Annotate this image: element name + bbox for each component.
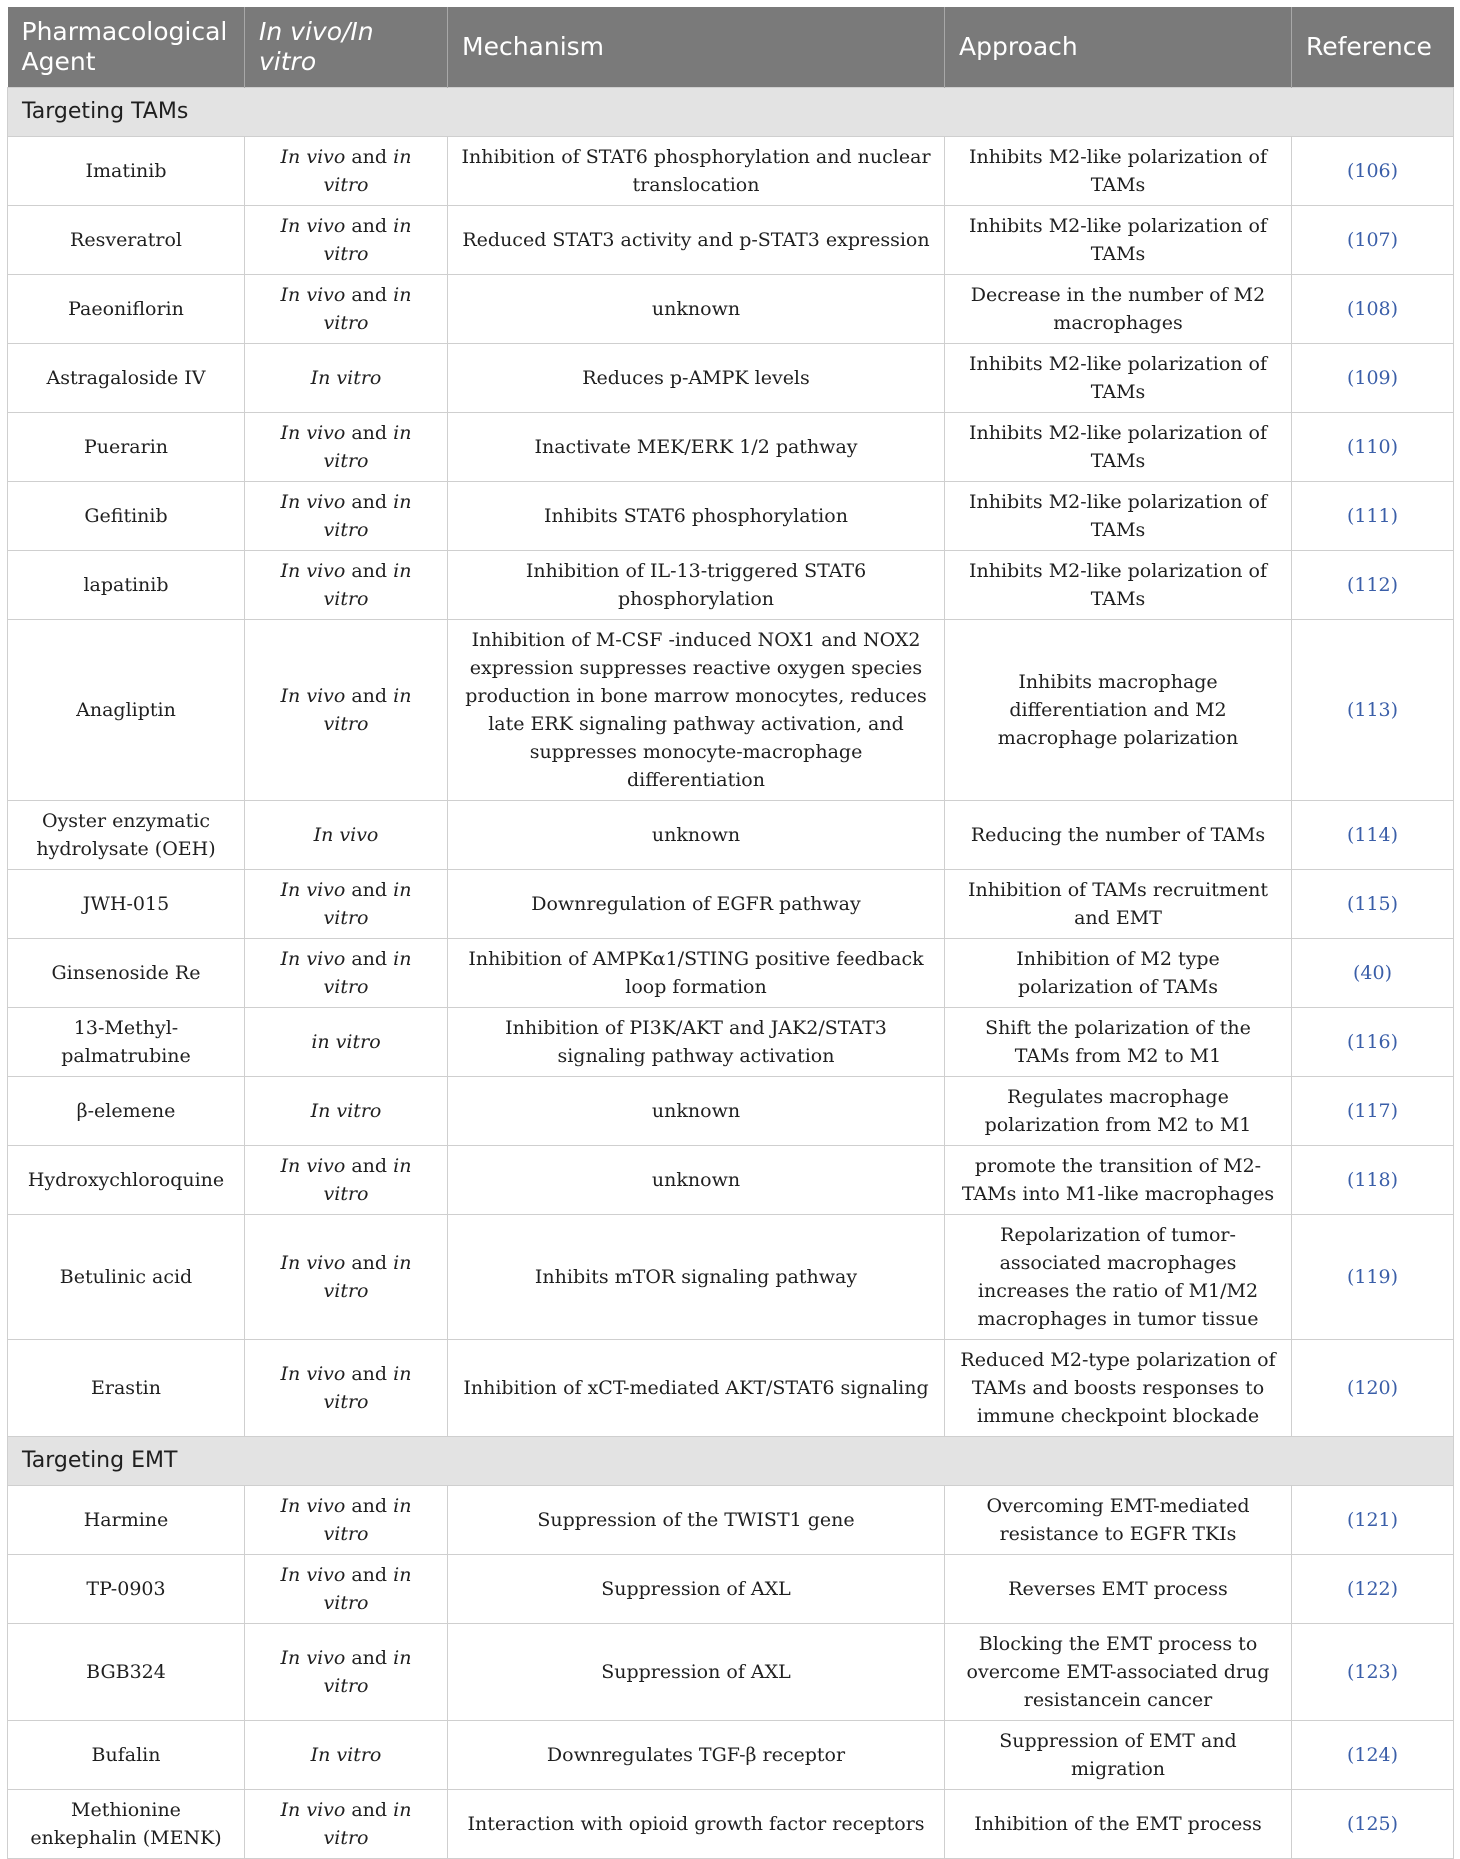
study-type-conjunction: and [345, 1495, 394, 1517]
study-type-conjunction: and [345, 215, 394, 237]
invivo-cell [245, 939, 448, 1008]
study-type-conjunction: and [345, 685, 394, 707]
agent-cell [8, 1077, 245, 1146]
approach-cell-text: Reduced M2-type polarization of TAMs and boosts responses to immune checkpoint blockade [960, 1349, 1276, 1427]
header-invivo: In vivo/In vitro [245, 7, 448, 88]
study-type-conjunction: and [345, 1799, 394, 1821]
approach-cell [945, 620, 1292, 801]
agent-cell [8, 551, 245, 620]
study-type-conjunction: and [345, 1564, 394, 1586]
study-type-text: in vitro [323, 879, 412, 929]
study-type-text: in vitro [323, 1799, 412, 1849]
agent-cell [8, 344, 245, 413]
study-type-conjunction: and [345, 422, 394, 444]
study-type-conjunction: and [345, 879, 394, 901]
approach-cell-text: Repolarization of tumor-associated macrophages increases the ratio of M1/M2 macrophages in tumor tissue [977, 1224, 1259, 1330]
reference-cell[interactable] [1292, 482, 1454, 551]
invivo-cell [245, 1486, 448, 1555]
study-type-text: In vivo [280, 1363, 346, 1385]
study-type-conjunction: and [345, 1647, 394, 1669]
table-row [8, 1555, 1454, 1624]
study-type-text: in vitro [323, 284, 412, 334]
agent-cell-text: Harmine [83, 1509, 169, 1531]
study-type-text: In vivo [280, 422, 346, 444]
study-type-text: In vivo [313, 824, 379, 846]
approach-cell-text: promote the transition of M2-TAMs into M1-like macrophages [961, 1155, 1275, 1205]
study-type-text: in vitro [323, 1564, 412, 1614]
mechanism-cell-text: Suppression of the TWIST1 gene [537, 1509, 855, 1531]
reference-cell[interactable] [1292, 1486, 1454, 1555]
agent-cell-text: Puerarin [83, 436, 169, 458]
reference-cell[interactable] [1292, 1008, 1454, 1077]
table-row [8, 275, 1454, 344]
agent-cell-text: Astragaloside IV [46, 367, 206, 389]
reference-link[interactable]: (107) [1346, 229, 1399, 251]
approach-cell-text: Inhibition of the EMT process [974, 1813, 1262, 1835]
reference-cell[interactable] [1292, 1555, 1454, 1624]
mechanism-cell [448, 1008, 945, 1077]
table-row [8, 1077, 1454, 1146]
mechanism-cell [448, 620, 945, 801]
approach-cell [945, 1340, 1292, 1437]
study-type-text: In vivo [280, 284, 346, 306]
invivo-cell [245, 1215, 448, 1340]
approach-cell-text: Inhibits M2-like polarization of TAMs [968, 215, 1268, 265]
agent-cell-text: β-elemene [76, 1100, 176, 1122]
study-type-conjunction: and [345, 1363, 394, 1385]
study-type-text: In vivo [280, 146, 346, 168]
table-row [8, 939, 1454, 1008]
reference-link[interactable]: (114) [1346, 824, 1399, 846]
mechanism-cell-text: Inhibition of STAT6 phosphorylation and nuclear translocation [461, 146, 931, 196]
reference-cell[interactable] [1292, 620, 1454, 801]
study-type-conjunction: and [345, 1252, 394, 1274]
mechanism-cell [448, 275, 945, 344]
reference-cell[interactable] [1292, 275, 1454, 344]
agent-cell-text: JWH-015 [82, 893, 170, 915]
approach-cell [945, 1555, 1292, 1624]
invivo-cell [245, 870, 448, 939]
agent-cell-text: Methionine enkephalin (MENK) [30, 1799, 222, 1849]
agent-cell [8, 137, 245, 206]
approach-cell [945, 870, 1292, 939]
invivo-cell [245, 275, 448, 344]
study-type-text: In vivo [280, 1799, 346, 1821]
study-type-text: In vitro [310, 367, 382, 389]
invivo-cell [245, 1721, 448, 1790]
agent-cell [8, 1008, 245, 1077]
approach-cell-text: Decrease in the number of M2 macrophages [970, 284, 1266, 334]
agent-cell [8, 939, 245, 1008]
mechanism-cell [448, 482, 945, 551]
section-title: Targeting EMT [8, 1437, 1454, 1486]
mechanism-cell [448, 551, 945, 620]
approach-cell-text: Inhibits M2-like polarization of TAMs [968, 491, 1268, 541]
header-reference: Reference [1292, 7, 1454, 88]
approach-cell [945, 1008, 1292, 1077]
study-type-conjunction: and [345, 948, 394, 970]
invivo-cell [245, 1077, 448, 1146]
study-type-text: In vivo [280, 948, 346, 970]
drug-table [7, 7, 1454, 1859]
reference-cell[interactable] [1292, 1146, 1454, 1215]
approach-cell-text: Inhibition of M2 type polarization of TAMs [1016, 948, 1220, 998]
section-row [8, 1437, 1454, 1486]
agent-cell-text: Anagliptin [76, 699, 176, 721]
header-approach: Approach [945, 7, 1292, 88]
study-type-text: in vitro [323, 1363, 412, 1413]
reference-cell[interactable] [1292, 1077, 1454, 1146]
approach-cell-text: Blocking the EMT process to overcome EMT-associated drug resistancein cancer [966, 1633, 1270, 1711]
mechanism-cell-text: Downregulation of EGFR pathway [531, 893, 861, 915]
mechanism-cell-text: Interaction with opioid growth factor receptors [467, 1813, 925, 1835]
mechanism-cell [448, 1624, 945, 1721]
reference-link[interactable]: (120) [1346, 1377, 1399, 1399]
agent-cell [8, 1146, 245, 1215]
study-type-text: in vitro [323, 685, 412, 735]
agent-cell [8, 1555, 245, 1624]
mechanism-cell-text: unknown [651, 298, 741, 320]
approach-cell [945, 482, 1292, 551]
agent-cell-text: Bufalin [91, 1744, 161, 1766]
mechanism-cell-text: Inhibits STAT6 phosphorylation [544, 505, 848, 527]
approach-cell [945, 1790, 1292, 1859]
agent-cell [8, 801, 245, 870]
agent-cell-text: Resveratrol [70, 229, 182, 251]
reference-link[interactable]: (106) [1346, 160, 1399, 182]
table-row [8, 413, 1454, 482]
study-type-text: in vitro [323, 1252, 412, 1302]
mechanism-cell-text: unknown [651, 824, 741, 846]
agent-cell [8, 870, 245, 939]
agent-cell [8, 1340, 245, 1437]
table-row [8, 801, 1454, 870]
approach-cell-text: Inhibits M2-like polarization of TAMs [968, 146, 1268, 196]
agent-cell-text: Imatinib [85, 160, 167, 182]
section-row [8, 88, 1454, 137]
study-type-text: In vivo [280, 1252, 346, 1274]
table-row [8, 870, 1454, 939]
study-type-text: in vitro [323, 560, 412, 610]
approach-cell-text: Inhibits macrophage differentiation and M2 macrophage polarization [997, 671, 1239, 749]
invivo-cell [245, 620, 448, 801]
table-row [8, 1008, 1454, 1077]
approach-cell [945, 1215, 1292, 1340]
invivo-cell [245, 344, 448, 413]
table-row [8, 344, 1454, 413]
agent-cell [8, 1790, 245, 1859]
mechanism-cell [448, 939, 945, 1008]
study-type-text: In vivo [280, 1495, 346, 1517]
mechanism-cell [448, 413, 945, 482]
reference-cell[interactable] [1292, 1624, 1454, 1721]
approach-cell-text: Suppression of EMT and migration [999, 1730, 1237, 1780]
approach-cell [945, 1624, 1292, 1721]
mechanism-cell [448, 1555, 945, 1624]
header-row [8, 7, 1454, 88]
approach-cell-text: Inhibits M2-like polarization of TAMs [968, 422, 1268, 472]
invivo-cell [245, 1008, 448, 1077]
study-type-text: In vivo [280, 879, 346, 901]
table-row [8, 1340, 1454, 1437]
reference-link[interactable]: (112) [1346, 574, 1399, 596]
table-row [8, 206, 1454, 275]
study-type-conjunction: and [345, 560, 394, 582]
agent-cell [8, 413, 245, 482]
agent-cell-text: Gefitinib [84, 505, 168, 527]
invivo-cell [245, 482, 448, 551]
invivo-cell [245, 413, 448, 482]
agent-cell-text: Oyster enzymatic hydrolysate (OEH) [36, 810, 216, 860]
table-row [8, 1790, 1454, 1859]
study-type-text: In vivo [280, 1155, 346, 1177]
header-mechanism: Mechanism [448, 7, 945, 88]
invivo-cell [245, 1624, 448, 1721]
approach-cell [945, 1721, 1292, 1790]
mechanism-cell-text: unknown [651, 1169, 741, 1191]
approach-cell [945, 1077, 1292, 1146]
approach-cell [945, 344, 1292, 413]
reference-cell[interactable] [1292, 413, 1454, 482]
invivo-cell [245, 206, 448, 275]
reference-cell[interactable] [1292, 939, 1454, 1008]
reference-link[interactable]: (118) [1346, 1169, 1399, 1191]
reference-link[interactable]: (109) [1346, 367, 1399, 389]
study-type-text: in vitro [323, 1495, 412, 1545]
reference-link[interactable]: (117) [1346, 1100, 1399, 1122]
study-type-text: in vitro [323, 1647, 412, 1697]
agent-cell [8, 1624, 245, 1721]
table-row [8, 1624, 1454, 1721]
reference-link[interactable]: (40) [1352, 962, 1392, 984]
study-type-text: In vivo [280, 1564, 346, 1586]
approach-cell [945, 413, 1292, 482]
agent-cell [8, 620, 245, 801]
invivo-cell [245, 801, 448, 870]
mechanism-cell [448, 206, 945, 275]
invivo-cell [245, 1555, 448, 1624]
reference-link[interactable]: (110) [1346, 436, 1399, 458]
mechanism-cell-text: Reduced STAT3 activity and p-STAT3 expression [462, 229, 930, 251]
reference-link[interactable]: (125) [1346, 1813, 1399, 1835]
invivo-cell [245, 1146, 448, 1215]
mechanism-cell [448, 1146, 945, 1215]
mechanism-cell [448, 1340, 945, 1437]
mechanism-cell [448, 344, 945, 413]
study-type-text: in vitro [311, 1031, 381, 1053]
reference-link[interactable]: (121) [1346, 1509, 1399, 1531]
table-row [8, 482, 1454, 551]
reference-link[interactable]: (108) [1346, 298, 1399, 320]
reference-cell[interactable] [1292, 870, 1454, 939]
study-type-conjunction: and [345, 146, 394, 168]
approach-cell [945, 1146, 1292, 1215]
approach-cell-text: Overcoming EMT-mediated resistance to EGFR TKIs [986, 1495, 1250, 1545]
reference-cell[interactable] [1292, 344, 1454, 413]
invivo-cell [245, 137, 448, 206]
study-type-text: in vitro [323, 1155, 412, 1205]
study-type-conjunction: and [345, 491, 394, 513]
approach-cell-text: Regulates macrophage polarization from M2 to M1 [984, 1086, 1252, 1136]
mechanism-cell [448, 1790, 945, 1859]
mechanism-cell [448, 1215, 945, 1340]
table-row [8, 1486, 1454, 1555]
approach-cell-text: Reverses EMT process [1008, 1578, 1228, 1600]
approach-cell [945, 551, 1292, 620]
reference-link[interactable]: (111) [1346, 505, 1399, 527]
mechanism-cell-text: Downregulates TGF-β receptor [546, 1744, 846, 1766]
mechanism-cell-text: Inhibits mTOR signaling pathway [534, 1266, 858, 1288]
approach-cell-text: Inhibits M2-like polarization of TAMs [968, 353, 1268, 403]
reference-cell[interactable] [1292, 1340, 1454, 1437]
mechanism-cell-text: Suppression of AXL [601, 1578, 791, 1600]
mechanism-cell [448, 1077, 945, 1146]
study-type-text: In vitro [310, 1100, 382, 1122]
invivo-cell [245, 1340, 448, 1437]
table-row [8, 1721, 1454, 1790]
study-type-text: in vitro [323, 491, 412, 541]
reference-link[interactable]: (113) [1346, 699, 1399, 721]
table-row [8, 1146, 1454, 1215]
reference-cell[interactable] [1292, 551, 1454, 620]
study-type-text: In vivo [280, 491, 346, 513]
approach-cell-text: Reducing the number of TAMs [970, 824, 1266, 846]
reference-cell[interactable] [1292, 801, 1454, 870]
reference-cell[interactable] [1292, 1721, 1454, 1790]
mechanism-cell [448, 870, 945, 939]
approach-cell [945, 275, 1292, 344]
agent-cell-text: Paeoniflorin [68, 298, 184, 320]
agent-cell-text: BGB324 [86, 1661, 166, 1683]
agent-cell-text: 13-Methyl-palmatrubine [61, 1017, 191, 1067]
reference-link[interactable]: (124) [1346, 1744, 1399, 1766]
reference-link[interactable]: (122) [1346, 1578, 1399, 1600]
study-type-text: in vitro [323, 146, 412, 196]
approach-cell-text: Inhibition of TAMs recruitment and EMT [968, 879, 1268, 929]
reference-link[interactable]: (123) [1346, 1661, 1399, 1683]
reference-link[interactable]: (119) [1346, 1266, 1399, 1288]
agent-cell-text: Erastin [91, 1377, 161, 1399]
agent-cell [8, 482, 245, 551]
study-type-text: in vitro [323, 215, 412, 265]
header-agent: Pharmacological Agent [8, 7, 245, 88]
reference-cell[interactable] [1292, 1790, 1454, 1859]
mechanism-cell-text: unknown [651, 1100, 741, 1122]
mechanism-cell-text: Inhibition of PI3K/AKT and JAK2/STAT3 signaling pathway activation [505, 1017, 887, 1067]
agent-cell [8, 206, 245, 275]
study-type-text: In vivo [280, 1647, 346, 1669]
agent-cell [8, 275, 245, 344]
study-type-text: In vivo [280, 685, 346, 707]
table-body [8, 88, 1454, 1859]
approach-cell [945, 206, 1292, 275]
approach-cell [945, 939, 1292, 1008]
approach-cell [945, 1486, 1292, 1555]
study-type-text: In vivo [280, 560, 346, 582]
agent-cell [8, 1486, 245, 1555]
invivo-cell [245, 551, 448, 620]
study-type-text: In vivo [280, 215, 346, 237]
table-row [8, 137, 1454, 206]
agent-cell-text: TP-0903 [86, 1578, 166, 1600]
reference-link[interactable]: (115) [1346, 893, 1399, 915]
mechanism-cell [448, 137, 945, 206]
reference-cell[interactable] [1292, 206, 1454, 275]
study-type-text: in vitro [323, 422, 412, 472]
study-type-conjunction: and [345, 284, 394, 306]
study-type-conjunction: and [345, 1155, 394, 1177]
study-type-text: in vitro [323, 948, 412, 998]
study-type-text: In vitro [310, 1744, 382, 1766]
approach-cell-text: Shift the polarization of the TAMs from M2 to M1 [985, 1017, 1251, 1067]
table-row [8, 1215, 1454, 1340]
approach-cell-text: Inhibits M2-like polarization of TAMs [968, 560, 1268, 610]
agent-cell-text: Ginsenoside Re [51, 962, 201, 984]
reference-link[interactable]: (116) [1346, 1031, 1399, 1053]
table-row [8, 551, 1454, 620]
mechanism-cell-text: Inhibition of xCT-mediated AKT/STAT6 signaling [463, 1377, 929, 1399]
table-row [8, 620, 1454, 801]
mechanism-cell-text: Inhibition of M-CSF -induced NOX1 and NOX2 expression suppresses reactive oxygen species production in bone marrow monocytes, reduces late ERK signaling pathway activation, and suppresses monocyte-macrophage differentiation [465, 629, 927, 791]
mechanism-cell-text: Inactivate MEK/ERK 1/2 pathway [534, 436, 858, 458]
mechanism-cell-text: Suppression of AXL [601, 1661, 791, 1683]
mechanism-cell [448, 801, 945, 870]
invivo-cell [245, 1790, 448, 1859]
reference-cell[interactable] [1292, 1215, 1454, 1340]
mechanism-cell [448, 1486, 945, 1555]
agent-cell-text: lapatinib [83, 574, 169, 596]
agent-cell-text: Hydroxychloroquine [27, 1169, 225, 1191]
agent-cell-text: Betulinic acid [59, 1266, 193, 1288]
mechanism-cell-text: Reduces p-AMPK levels [582, 367, 810, 389]
mechanism-cell-text: Inhibition of AMPKα1/STING positive feedback loop formation [468, 948, 924, 998]
reference-cell[interactable] [1292, 137, 1454, 206]
mechanism-cell-text: Inhibition of IL-13-triggered STAT6 phosphorylation [525, 560, 867, 610]
mechanism-cell [448, 1721, 945, 1790]
section-title: Targeting TAMs [8, 88, 1454, 137]
approach-cell [945, 801, 1292, 870]
agent-cell [8, 1721, 245, 1790]
approach-cell [945, 137, 1292, 206]
agent-cell [8, 1215, 245, 1340]
